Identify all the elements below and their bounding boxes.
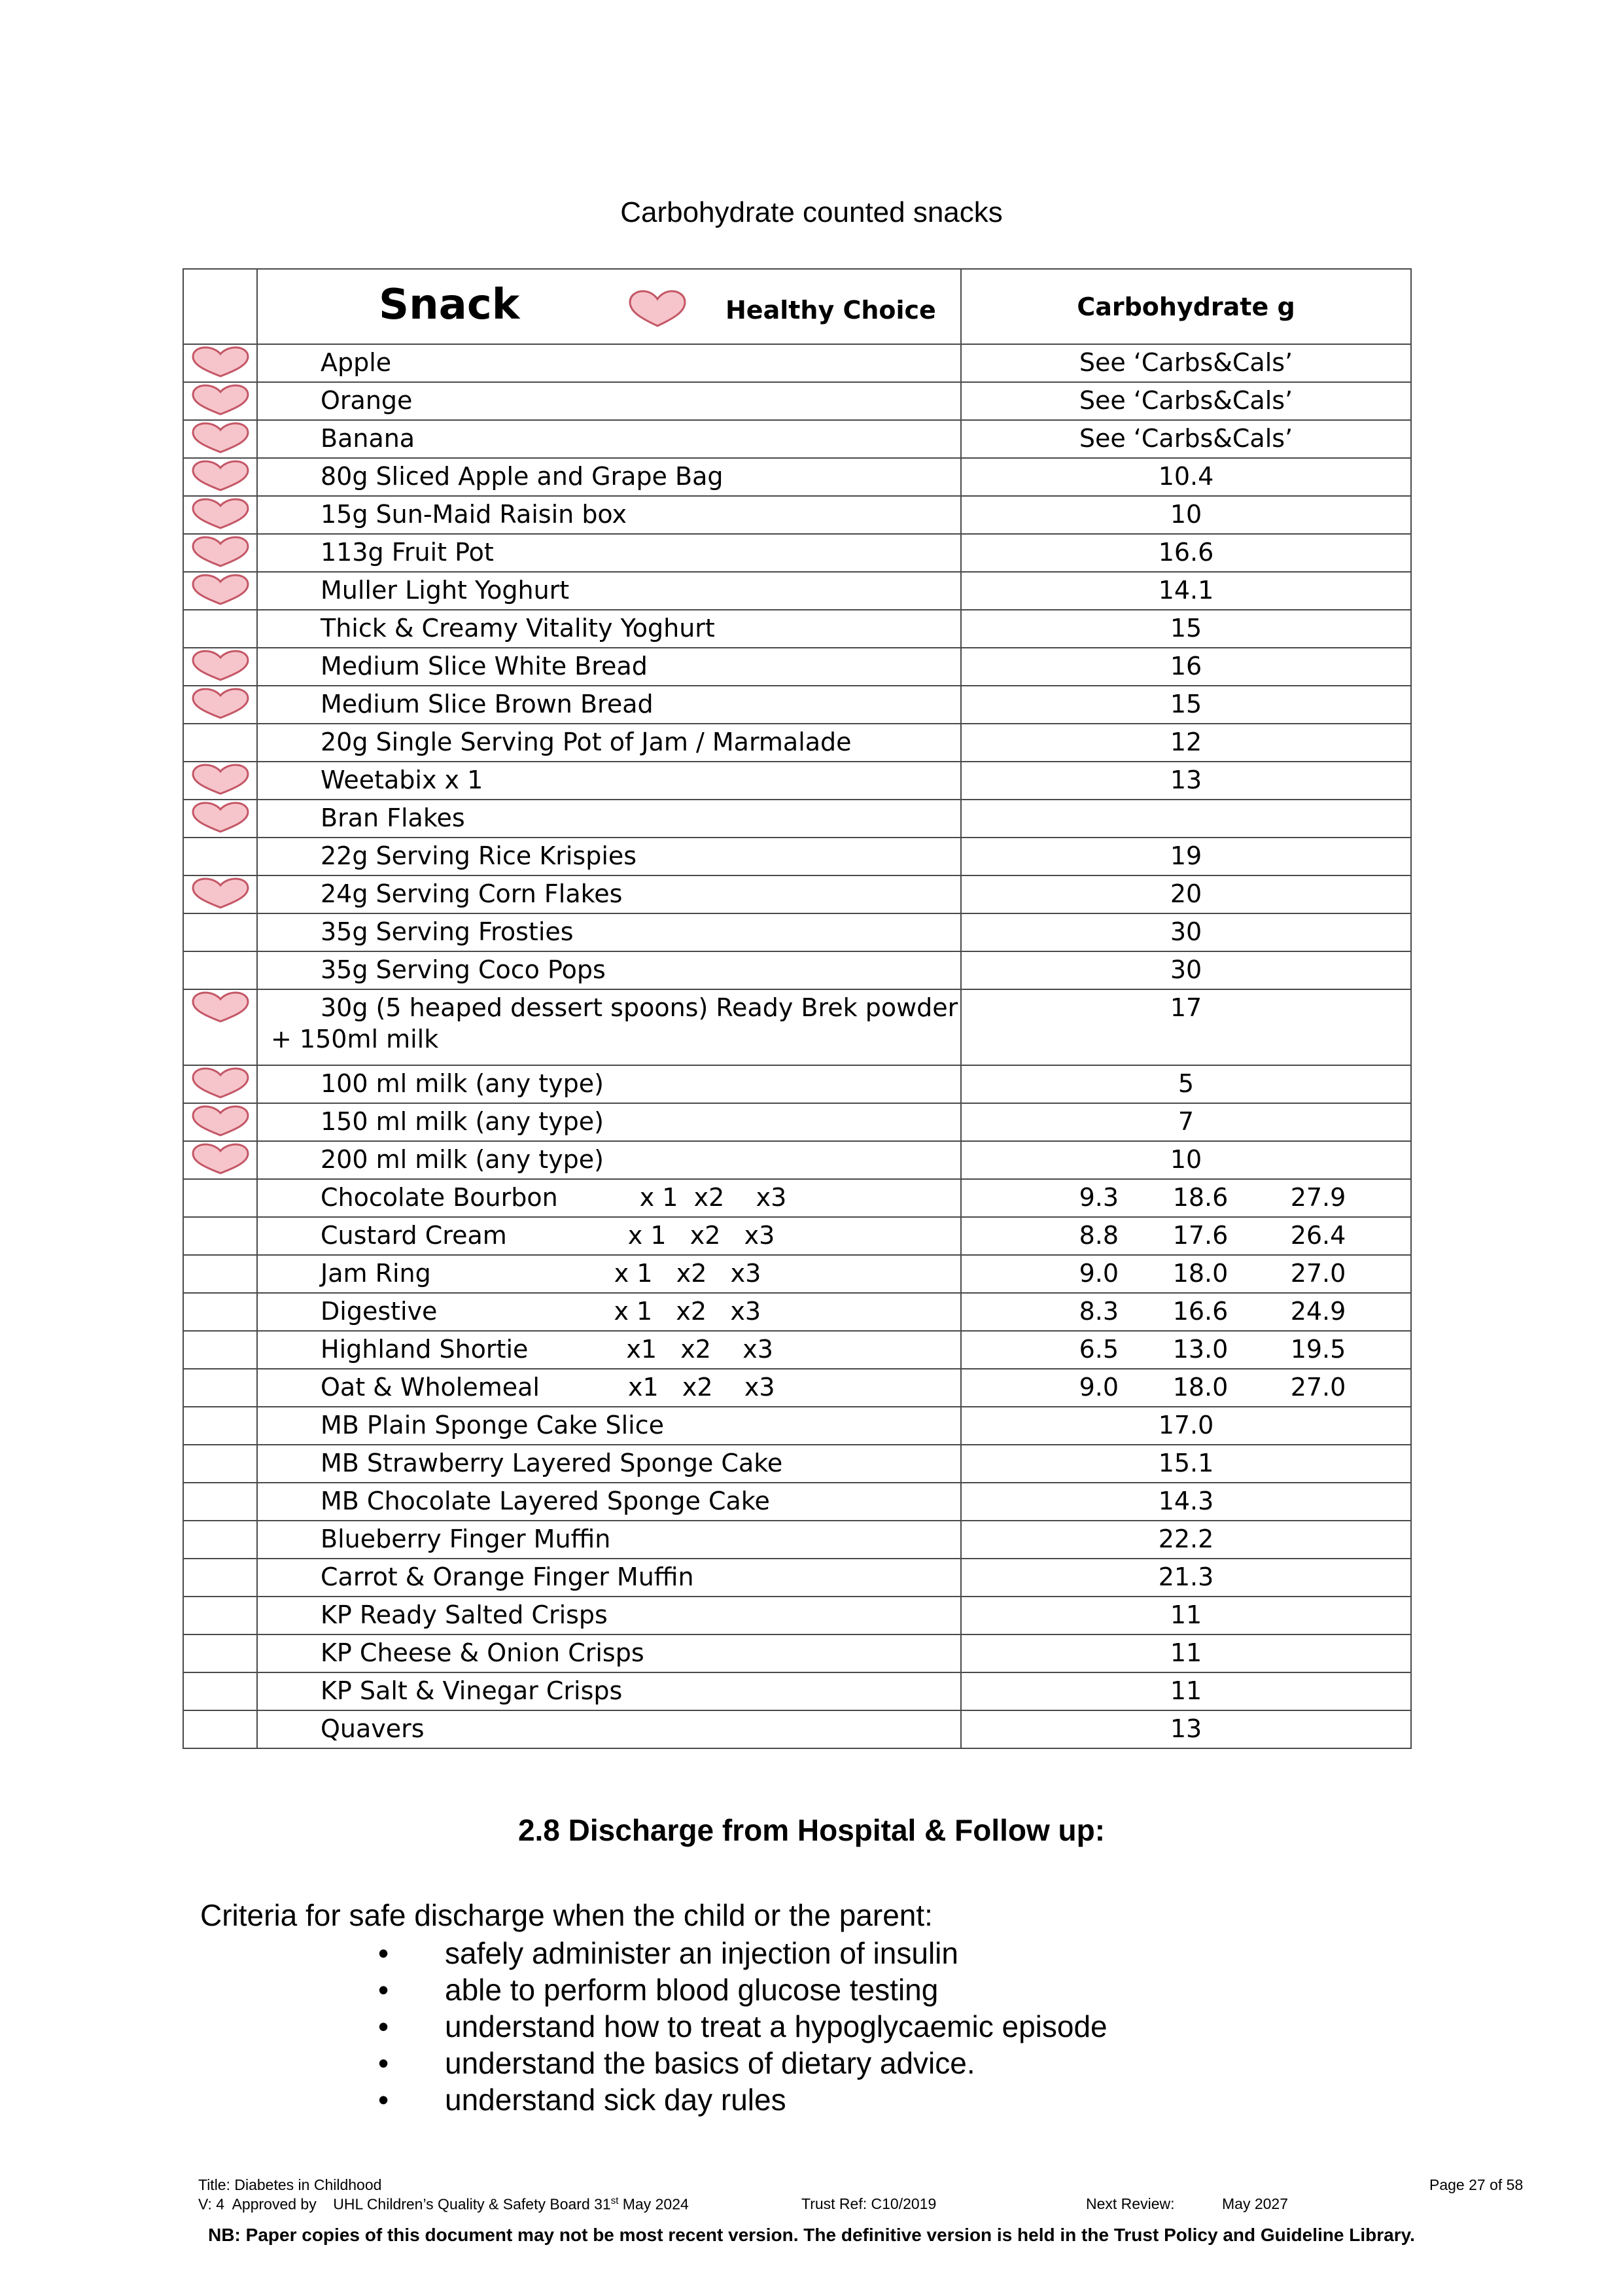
healthy-choice-cell bbox=[183, 989, 257, 1065]
carbohydrate-cell bbox=[961, 1483, 1411, 1521]
snack-name-cell bbox=[257, 1065, 961, 1103]
healthy-choice-cell bbox=[183, 458, 257, 496]
snack-name: 80g Sliced Apple and Grape Bag bbox=[321, 462, 724, 491]
snack-name: Medium Slice White Bread bbox=[321, 652, 648, 680]
table-row bbox=[183, 1559, 1411, 1597]
snack-name: 100 ml milk (any type) bbox=[321, 1069, 604, 1098]
carbohydrate-value: 5 bbox=[1178, 1069, 1195, 1098]
carbohydrate-value: 26.4 bbox=[1290, 1221, 1346, 1250]
healthy-choice-cell bbox=[183, 686, 257, 724]
snack-name: Apple bbox=[321, 348, 392, 377]
healthy-choice-cell bbox=[183, 838, 257, 875]
carbohydrate-cell bbox=[961, 1141, 1411, 1179]
carbohydrate-cell bbox=[961, 458, 1411, 496]
carbohydrate-cell bbox=[961, 800, 1411, 838]
snack-name: KP Ready Salted Crisps bbox=[321, 1600, 608, 1629]
table-header-row bbox=[183, 269, 1411, 344]
table-row bbox=[183, 572, 1411, 610]
snack-name-cell bbox=[257, 989, 961, 1065]
carbohydrate-value: 6.5 bbox=[1079, 1335, 1119, 1364]
quantity-multipliers: x 1 x2 x3 bbox=[614, 1297, 761, 1326]
heart-icon bbox=[627, 289, 688, 334]
heart-icon bbox=[189, 991, 252, 1030]
carbohydrate-cell bbox=[961, 496, 1411, 534]
healthy-choice-cell bbox=[183, 344, 257, 382]
carbohydrate-value: 16.6 bbox=[1172, 1297, 1229, 1326]
carbohydrate-value: 15.1 bbox=[1158, 1449, 1214, 1477]
snack-name-cell bbox=[257, 458, 961, 496]
footer-note: NB: Paper copies of this document may not be most recent version. The definitive version is held in the Trust Policy and Guideline Library. bbox=[208, 2225, 1415, 2245]
carbohydrate-value: 19.5 bbox=[1290, 1335, 1346, 1364]
carbohydrate-cell bbox=[961, 1331, 1411, 1369]
carbohydrate-cell bbox=[961, 838, 1411, 875]
healthy-choice-cell bbox=[183, 762, 257, 800]
heart-icon bbox=[189, 650, 252, 688]
table-row bbox=[183, 1521, 1411, 1559]
healthy-choice-cell bbox=[183, 1559, 257, 1597]
snack-name: Highland Shortie x1 x2 x3 bbox=[321, 1335, 773, 1364]
healthy-choice-cell bbox=[183, 1445, 257, 1483]
snack-name: KP Salt & Vinegar Crisps bbox=[321, 1676, 623, 1705]
snack-name-cell bbox=[257, 1407, 961, 1445]
carbohydrate-value: 19 bbox=[1170, 841, 1202, 870]
snack-name-cell bbox=[257, 572, 961, 610]
carbohydrate-cell bbox=[961, 1672, 1411, 1710]
table-row bbox=[183, 724, 1411, 762]
snack-name-cell bbox=[257, 913, 961, 951]
snack-name-cell bbox=[257, 1179, 961, 1217]
carbohydrate-value: 10 bbox=[1170, 1145, 1202, 1174]
carbohydrate-cell bbox=[961, 1065, 1411, 1103]
carbohydrate-cell bbox=[961, 382, 1411, 420]
carbohydrate-value: 11 bbox=[1170, 1600, 1202, 1629]
carbohydrate-value: 30 bbox=[1170, 917, 1202, 946]
snack-name-cell bbox=[257, 1559, 961, 1597]
carbohydrate-value: 16 bbox=[1170, 652, 1202, 680]
heart-icon bbox=[189, 574, 252, 612]
carbohydrate-value: 9.0 bbox=[1079, 1259, 1119, 1288]
snack-name-cell bbox=[257, 420, 961, 458]
quantity-multipliers: x 1 x2 x3 bbox=[627, 1221, 775, 1250]
snack-name: Thick & Creamy Vitality Yoghurt bbox=[321, 614, 715, 643]
carbohydrate-value: 10.4 bbox=[1158, 462, 1214, 491]
carbohydrate-value: 11 bbox=[1170, 1676, 1202, 1705]
bullet-icon: • bbox=[378, 2083, 389, 2117]
snack-name: 200 ml milk (any type) bbox=[321, 1145, 604, 1174]
table-row bbox=[183, 1710, 1411, 1748]
table-row bbox=[183, 1217, 1411, 1255]
table-row bbox=[183, 382, 1411, 420]
carbohydrate-value bbox=[962, 800, 1410, 802]
carbohydrate-cell bbox=[961, 875, 1411, 913]
snack-name: Custard Cream x 1 x2 x3 bbox=[321, 1221, 775, 1250]
snack-name: 113g Fruit Pot bbox=[321, 538, 494, 567]
snack-name: 20g Single Serving Pot of Jam / Marmalade bbox=[321, 728, 852, 756]
snack-name-cell bbox=[257, 1331, 961, 1369]
carbohydrate-value: 21.3 bbox=[1158, 1563, 1214, 1591]
healthy-choice-cell bbox=[183, 420, 257, 458]
snack-name: MB Chocolate Layered Sponge Cake bbox=[321, 1487, 770, 1515]
carbohydrate-value: 17 bbox=[1170, 993, 1202, 1022]
footer-next-review-label: Next Review: bbox=[1086, 2195, 1175, 2212]
heart-icon bbox=[189, 346, 252, 385]
snack-name: MB Strawberry Layered Sponge Cake bbox=[321, 1449, 783, 1477]
table-row bbox=[183, 1597, 1411, 1634]
carbohydrate-cell bbox=[961, 1179, 1411, 1217]
snack-name-cell bbox=[257, 1369, 961, 1407]
carbohydrate-cell bbox=[961, 762, 1411, 800]
healthy-choice-cell bbox=[183, 648, 257, 686]
snack-name: Blueberry Finger Muffin bbox=[321, 1525, 611, 1553]
table-row bbox=[183, 648, 1411, 686]
snack-name: Chocolate Bourbon x 1 x2 x3 bbox=[321, 1183, 787, 1212]
snack-name: 15g Sun-Maid Raisin box bbox=[321, 500, 627, 529]
snack-name-cell bbox=[257, 1445, 961, 1483]
snack-name-cell bbox=[257, 800, 961, 838]
healthy-choice-cell bbox=[183, 1672, 257, 1710]
snack-name-cell bbox=[257, 1483, 961, 1521]
snack-name-cell bbox=[257, 686, 961, 724]
snack-name-cell bbox=[257, 534, 961, 572]
carbohydrate-cell bbox=[961, 572, 1411, 610]
snack-name-cell bbox=[257, 1293, 961, 1331]
footer-title: Title: Diabetes in Childhood bbox=[198, 2176, 382, 2193]
snack-name-cell bbox=[257, 875, 961, 913]
carbohydrate-value: 18.0 bbox=[1172, 1373, 1229, 1402]
carbohydrate-cell bbox=[961, 610, 1411, 648]
healthy-choice-cell bbox=[183, 1634, 257, 1672]
snack-name-cell bbox=[257, 648, 961, 686]
carbohydrate-value: 13.0 bbox=[1172, 1335, 1229, 1364]
heart-icon bbox=[189, 1067, 252, 1106]
snack-name: Oat & Wholemeal x1 x2 x3 bbox=[321, 1373, 775, 1402]
healthy-choice-cell bbox=[183, 951, 257, 989]
carbohydrate-cell bbox=[961, 1103, 1411, 1141]
carbohydrate-cell bbox=[961, 534, 1411, 572]
healthy-choice-cell bbox=[183, 1255, 257, 1293]
table-row bbox=[183, 989, 1411, 1065]
carbohydrate-value: See ‘Carbs&Cals’ bbox=[1079, 386, 1293, 415]
snack-name: Carrot & Orange Finger Muffin bbox=[321, 1563, 694, 1591]
table-row bbox=[183, 762, 1411, 800]
table-row bbox=[183, 610, 1411, 648]
header-heart-column bbox=[183, 269, 257, 344]
list-item: • understand sick day rules bbox=[378, 2083, 786, 2117]
carbohydrate-value: See ‘Carbs&Cals’ bbox=[1079, 348, 1293, 377]
carbohydrate-cell bbox=[961, 1597, 1411, 1634]
heart-icon bbox=[189, 802, 252, 840]
snack-name: 30g (5 heaped dessert spoons) Ready Brek powder + 150ml milk bbox=[271, 993, 958, 1053]
carbohydrate-cell bbox=[961, 989, 1411, 1065]
carbohydrate-value: 27.9 bbox=[1290, 1183, 1346, 1212]
healthy-choice-cell bbox=[183, 1293, 257, 1331]
healthy-choice-cell bbox=[183, 572, 257, 610]
healthy-choice-cell bbox=[183, 496, 257, 534]
table-row bbox=[183, 458, 1411, 496]
snack-name-cell bbox=[257, 1634, 961, 1672]
table-row bbox=[183, 800, 1411, 838]
heart-icon bbox=[189, 1105, 252, 1144]
carbohydrate-cell bbox=[961, 686, 1411, 724]
snack-name: Quavers bbox=[321, 1714, 425, 1743]
bullet-icon: • bbox=[378, 1973, 389, 2007]
carbohydrate-value: 15 bbox=[1170, 614, 1202, 643]
healthy-choice-cell bbox=[183, 1521, 257, 1559]
table-row bbox=[183, 1407, 1411, 1445]
section-heading: 2.8 Discharge from Hospital & Follow up: bbox=[517, 1813, 1106, 1847]
healthy-choice-cell bbox=[183, 1103, 257, 1141]
carbohydrate-value: 24.9 bbox=[1290, 1297, 1346, 1326]
snack-table bbox=[183, 268, 1412, 1749]
table-row bbox=[183, 1065, 1411, 1103]
carbohydrate-value: 27.0 bbox=[1290, 1373, 1346, 1402]
table-row bbox=[183, 951, 1411, 989]
carbohydrate-value: 13 bbox=[1170, 1714, 1202, 1743]
healthy-choice-cell bbox=[183, 382, 257, 420]
snack-name: Weetabix x 1 bbox=[321, 766, 483, 794]
carbohydrate-value: 9.0 bbox=[1079, 1373, 1119, 1402]
snack-name-cell bbox=[257, 344, 961, 382]
quantity-multipliers: x1 x2 x3 bbox=[627, 1373, 775, 1402]
carbohydrate-value: 9.3 bbox=[1079, 1183, 1119, 1212]
footer-trust-ref: Trust Ref: C10/2019 bbox=[801, 2195, 937, 2212]
snack-name: Muller Light Yoghurt bbox=[321, 576, 570, 605]
footer-page-number: Page 27 of 58 bbox=[1429, 2176, 1524, 2193]
quantity-multipliers: x 1 x2 x3 bbox=[614, 1259, 761, 1288]
heart-icon bbox=[189, 460, 252, 499]
carbohydrate-value: 18.0 bbox=[1172, 1259, 1229, 1288]
carbohydrate-cell bbox=[961, 1369, 1411, 1407]
healthy-choice-cell bbox=[183, 1710, 257, 1748]
carbohydrate-cell bbox=[961, 1217, 1411, 1255]
carbohydrate-cell bbox=[961, 951, 1411, 989]
table-row bbox=[183, 1141, 1411, 1179]
healthy-choice-cell bbox=[183, 1369, 257, 1407]
list-item: • safely administer an injection of insulin bbox=[378, 1936, 958, 1970]
snack-name-cell bbox=[257, 610, 961, 648]
snack-name-cell bbox=[257, 382, 961, 420]
snack-name: 22g Serving Rice Krispies bbox=[321, 841, 637, 870]
carbohydrate-cell bbox=[961, 648, 1411, 686]
criteria-intro: Criteria for safe discharge when the child or the parent: bbox=[200, 1898, 933, 1932]
snack-name-cell bbox=[257, 1597, 961, 1634]
healthy-choice-cell bbox=[183, 913, 257, 951]
snack-column-header: Snack bbox=[379, 281, 520, 329]
snack-name-cell bbox=[257, 496, 961, 534]
table-row bbox=[183, 1445, 1411, 1483]
snack-name: 24g Serving Corn Flakes bbox=[321, 879, 623, 908]
healthy-choice-cell bbox=[183, 610, 257, 648]
table-row bbox=[183, 1255, 1411, 1293]
snack-name-cell bbox=[257, 1141, 961, 1179]
snack-name-cell bbox=[257, 951, 961, 989]
carbohydrate-value: 11 bbox=[1170, 1638, 1202, 1667]
snack-name: Digestive x 1 x2 x3 bbox=[321, 1297, 761, 1326]
criteria-list bbox=[366, 1935, 1108, 2118]
carbohydrate-value: 7 bbox=[1178, 1107, 1195, 1136]
heart-icon bbox=[189, 536, 252, 574]
snack-name: 150 ml milk (any type) bbox=[321, 1107, 604, 1136]
carbohydrate-column-header: Carbohydrate g bbox=[961, 269, 1411, 344]
healthy-choice-cell bbox=[183, 534, 257, 572]
list-item: • understand how to treat a hypoglycaemic episode bbox=[378, 2009, 1108, 2043]
carbohydrate-value: 17.6 bbox=[1172, 1221, 1229, 1250]
healthy-choice-cell bbox=[183, 1597, 257, 1634]
quantity-multipliers: x 1 x2 x3 bbox=[639, 1183, 787, 1212]
carbohydrate-cell bbox=[961, 724, 1411, 762]
carbohydrate-cell bbox=[961, 1710, 1411, 1748]
carbohydrate-value: 14.3 bbox=[1158, 1487, 1214, 1515]
carbohydrate-value: 20 bbox=[1170, 879, 1202, 908]
healthy-choice-cell bbox=[183, 1217, 257, 1255]
healthy-choice-cell bbox=[183, 800, 257, 838]
footer-next-review-date: May 2027 bbox=[1222, 2195, 1289, 2212]
carbohydrate-value: See ‘Carbs&Cals’ bbox=[1079, 424, 1293, 453]
carbohydrate-value: 16.6 bbox=[1158, 538, 1214, 567]
table-row bbox=[183, 686, 1411, 724]
table-row bbox=[183, 496, 1411, 534]
carbohydrate-value: 10 bbox=[1170, 500, 1202, 529]
heart-icon bbox=[189, 764, 252, 802]
table-row bbox=[183, 1293, 1411, 1331]
carbohydrate-value: 12 bbox=[1170, 728, 1202, 756]
table-row bbox=[183, 1483, 1411, 1521]
carbohydrate-cell bbox=[961, 913, 1411, 951]
table-row bbox=[183, 1103, 1411, 1141]
healthy-choice-cell bbox=[183, 1065, 257, 1103]
carbohydrate-value: 18.6 bbox=[1172, 1183, 1229, 1212]
list-item: • able to perform blood glucose testing bbox=[378, 1973, 939, 2007]
table-row bbox=[183, 1179, 1411, 1217]
carbohydrate-cell bbox=[961, 1293, 1411, 1331]
table-row bbox=[183, 838, 1411, 875]
healthy-choice-cell bbox=[183, 1483, 257, 1521]
carbohydrate-cell bbox=[961, 1445, 1411, 1483]
table-row bbox=[183, 420, 1411, 458]
healthy-choice-legend: Healthy Choice bbox=[725, 296, 936, 325]
heart-icon bbox=[189, 498, 252, 537]
table-caption: Carbohydrate counted snacks bbox=[620, 196, 1003, 228]
table-row bbox=[183, 875, 1411, 913]
snack-name: Orange bbox=[321, 386, 413, 415]
carbohydrate-value: 15 bbox=[1170, 690, 1202, 718]
healthy-choice-cell bbox=[183, 1141, 257, 1179]
carbohydrate-cell bbox=[961, 1521, 1411, 1559]
carbohydrate-value: 17.0 bbox=[1158, 1411, 1214, 1439]
table-row bbox=[183, 1634, 1411, 1672]
snack-name-cell bbox=[257, 1103, 961, 1141]
snack-name-cell bbox=[257, 724, 961, 762]
carbohydrate-value: 8.3 bbox=[1079, 1297, 1119, 1326]
quantity-multipliers: x1 x2 x3 bbox=[626, 1335, 773, 1364]
healthy-choice-cell bbox=[183, 875, 257, 913]
heart-icon bbox=[189, 688, 252, 726]
carbohydrate-value: 30 bbox=[1170, 955, 1202, 984]
carbohydrate-value: 14.1 bbox=[1158, 576, 1214, 605]
snack-name: Bran Flakes bbox=[321, 804, 465, 832]
snack-name: Banana bbox=[321, 424, 415, 453]
healthy-choice-cell bbox=[183, 1407, 257, 1445]
heart-icon bbox=[189, 1143, 252, 1182]
heart-icon bbox=[189, 422, 252, 461]
list-item: • understand the basics of dietary advice. bbox=[378, 2046, 975, 2080]
snack-name-cell bbox=[257, 1672, 961, 1710]
carbohydrate-value: 27.0 bbox=[1290, 1259, 1346, 1288]
snack-name-cell bbox=[257, 1255, 961, 1293]
snack-name: 35g Serving Coco Pops bbox=[321, 955, 606, 984]
healthy-choice-cell bbox=[183, 1331, 257, 1369]
healthy-choice-cell bbox=[183, 724, 257, 762]
snack-name: KP Cheese & Onion Crisps bbox=[321, 1638, 644, 1667]
carbohydrate-cell bbox=[961, 1407, 1411, 1445]
header-snack-cell bbox=[257, 269, 961, 344]
bullet-icon: • bbox=[378, 2009, 389, 2043]
snack-name-cell bbox=[257, 838, 961, 875]
carbohydrate-value: 13 bbox=[1170, 766, 1202, 794]
carbohydrate-value: 8.8 bbox=[1079, 1221, 1119, 1250]
snack-name: MB Plain Sponge Cake Slice bbox=[321, 1411, 665, 1439]
snack-name-cell bbox=[257, 762, 961, 800]
snack-name: 35g Serving Frosties bbox=[321, 917, 574, 946]
carbohydrate-cell bbox=[961, 344, 1411, 382]
snack-name-cell bbox=[257, 1710, 961, 1748]
table-row bbox=[183, 1331, 1411, 1369]
carbohydrate-cell bbox=[961, 1634, 1411, 1672]
footer-version: V: 4 Approved by UHL Children’s Quality & Safety Board 31st May 2024 bbox=[198, 2195, 689, 2213]
snack-name-cell bbox=[257, 1521, 961, 1559]
table-row bbox=[183, 913, 1411, 951]
carbohydrate-cell bbox=[961, 1255, 1411, 1293]
snack-name: Jam Ring x 1 x2 x3 bbox=[321, 1259, 761, 1288]
carbohydrate-cell bbox=[961, 1559, 1411, 1597]
bullet-icon: • bbox=[378, 1936, 389, 1970]
table-row bbox=[183, 344, 1411, 382]
heart-icon bbox=[189, 877, 252, 916]
table-row bbox=[183, 1672, 1411, 1710]
bullet-icon: • bbox=[378, 2046, 389, 2080]
carbohydrate-value: 22.2 bbox=[1158, 1525, 1214, 1553]
carbohydrate-cell bbox=[961, 420, 1411, 458]
table-row bbox=[183, 534, 1411, 572]
snack-name-cell bbox=[257, 1217, 961, 1255]
table-row bbox=[183, 1369, 1411, 1407]
snack-name: Medium Slice Brown Bread bbox=[321, 690, 654, 718]
heart-icon bbox=[189, 384, 252, 423]
healthy-choice-cell bbox=[183, 1179, 257, 1217]
